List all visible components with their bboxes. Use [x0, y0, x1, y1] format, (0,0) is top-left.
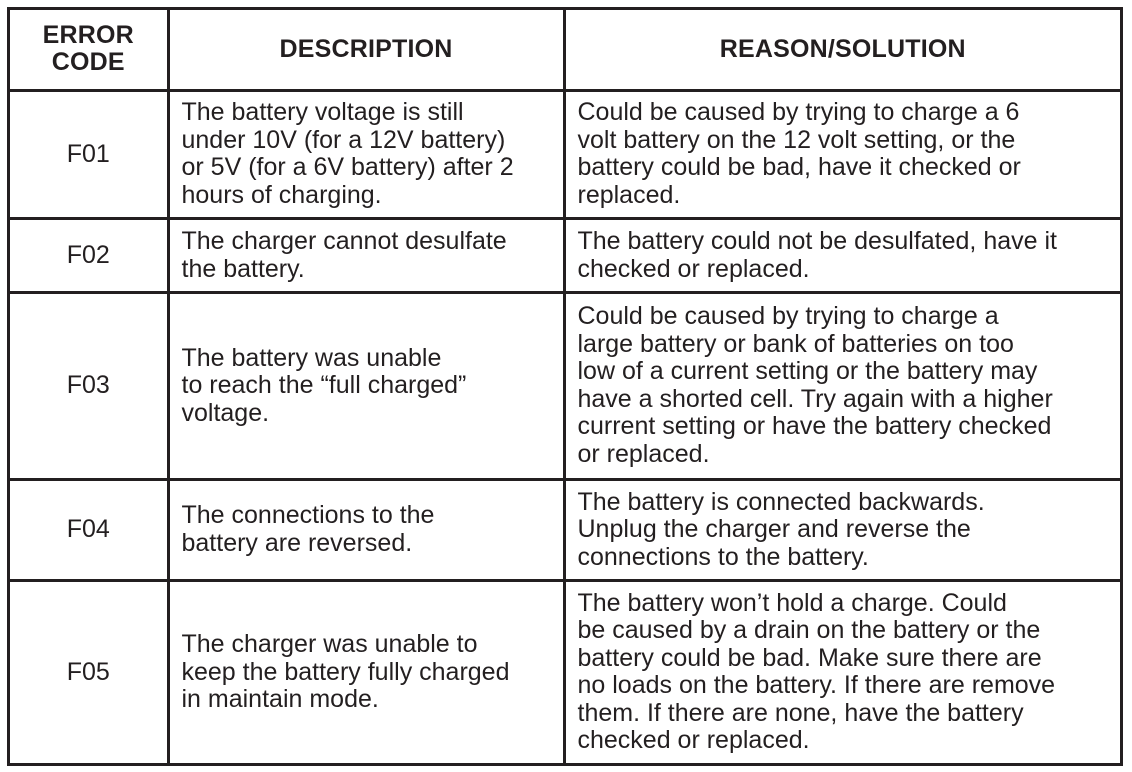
reason-solution-cell: [564, 90, 1120, 218]
table-row: [10, 219, 1120, 293]
description-text: The battery voltage is still under 10V (for a 12V battery) or 5V (for a 6V battery) after 2 hours of charging.: [181, 98, 514, 209]
table-row: [10, 479, 1120, 580]
reason-solution-text: The battery could not be desulfated, have it checked or replaced.: [577, 227, 1057, 283]
description-cell: [168, 90, 564, 218]
table-row: [10, 90, 1120, 218]
error-code-cell: F05: [10, 580, 168, 763]
table-row: [10, 580, 1120, 763]
error-code-cell: F04: [10, 479, 168, 580]
reason-solution-cell: [564, 479, 1120, 580]
reason-solution-text: The battery is connected backwards. Unplug the charger and reverse the connections to the battery.: [577, 487, 985, 571]
description-text: The charger was unable to keep the battery fully charged in maintain mode.: [181, 630, 510, 714]
description-text: The battery was unable to reach the “full charged” voltage.: [181, 343, 467, 427]
error-code-cell: F03: [10, 293, 168, 479]
header-error-code-line1: ERROR: [42, 21, 134, 50]
reason-solution-cell: [564, 219, 1120, 293]
table-header-row: [10, 10, 1120, 90]
reason-solution-text: Could be caused by trying to charge a large battery or bank of batteries on too low of a current setting or the battery may have a shorted cell. Try again with a higher current setting or have the battery checked or replaced.: [577, 302, 1053, 468]
description-cell: [168, 580, 564, 763]
header-reason-solution: REASON/SOLUTION: [564, 10, 1120, 90]
error-code-table-frame: [7, 7, 1123, 766]
error-code-cell: F02: [10, 219, 168, 293]
description-cell: [168, 293, 564, 479]
reason-solution-text: The battery won’t hold a charge. Could be caused by a drain on the battery or the battery could be bad. Make sure there are no loads on the battery. If there are remove them. If there are none, have the battery checked or replaced.: [577, 588, 1056, 755]
description-cell: [168, 219, 564, 293]
error-code-table: [10, 10, 1120, 763]
table-row: [10, 293, 1120, 479]
header-description: DESCRIPTION: [168, 10, 564, 90]
description-text: The charger cannot desulfate the battery.: [181, 227, 507, 283]
description-cell: [168, 479, 564, 580]
header-error-code: [10, 10, 168, 90]
reason-solution-cell: [564, 293, 1120, 479]
header-error-code-line2: CODE: [51, 48, 125, 77]
reason-solution-cell: [564, 580, 1120, 763]
description-text: The connections to the battery are reversed.: [181, 501, 435, 557]
reason-solution-text: Could be caused by trying to charge a 6 volt battery on the 12 volt setting, or the battery could be bad, have it checked or replaced.: [577, 98, 1021, 209]
error-code-cell: F01: [10, 90, 168, 218]
